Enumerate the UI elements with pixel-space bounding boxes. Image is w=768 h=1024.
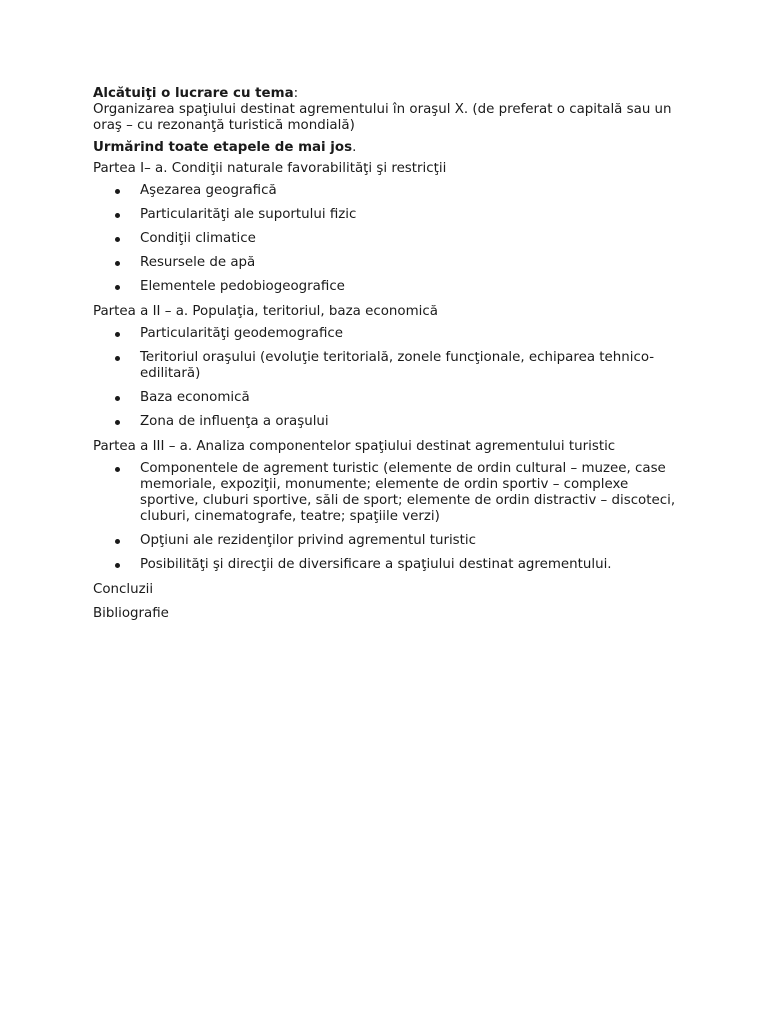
bullet-icon [115,467,120,472]
task-heading-label: Alcătuiţi o lucrare cu tema [93,86,294,101]
part-2-title: Partea a II – a. Populaţia, teritoriul, baza economică [93,304,438,319]
list-item-text: Resursele de apă [140,255,256,270]
list-item [93,350,683,382]
task-topic: Organizarea spaţiului destinat agrementului în oraşul X. (de preferat o capitală sau un oraş – cu rezonanţă turistică mondială) [93,102,672,133]
bibliography-heading: Bibliografie [93,606,169,621]
list-item-text: Particularităţi ale suportului fizic [140,207,357,222]
bullet-icon [115,213,120,218]
stages-instruction [93,140,683,156]
list-item [93,533,683,549]
stages-period: . [352,140,357,155]
list-item-text: Condiţii climatice [140,231,256,246]
list-item [93,255,683,271]
list-item-text: Componentele de agrement turistic (elemente de ordin cultural – muzee, case memoriale, expoziţii, monumente; elemente de ordin sportiv – complexe sportive, cluburi sportive, săli de sport; elemente de ordin distractiv – discoteci, cluburi, cinematografe, teatre; spaţiile verzi) [140,461,676,524]
bullet-icon [115,396,120,401]
list-item [93,279,683,295]
list-item-text: Elementele pedobiogeografice [140,279,345,294]
bullet-icon [115,563,120,568]
list-item-text: Opţiuni ale rezidenţilor privind agrementul turistic [140,533,476,548]
bullet-icon [115,420,120,425]
list-item [93,461,683,525]
list-item-text: Teritoriul oraşului (evoluţie teritorială, zonele funcţionale, echiparea tehnico-edilitară) [140,350,655,381]
bullet-icon [115,237,120,242]
part-1-list [93,183,683,295]
bullet-icon [115,261,120,266]
list-item-text: Baza economică [140,390,250,405]
task-heading-colon: : [293,86,299,101]
task-heading [93,86,683,102]
list-item [93,207,683,223]
part-2-list [93,326,683,430]
stages-label: Urmărind toate etapele de mai jos [93,140,353,155]
document-page [93,86,683,623]
list-item [93,557,683,573]
part-3-title: Partea a III – a. Analiza componentelor spaţiului destinat agrementului turistic [93,439,616,454]
conclusions-heading: Concluzii [93,582,154,597]
bullet-icon [115,189,120,194]
list-item-text: Particularităţi geodemografice [140,326,343,341]
list-item [93,390,683,406]
bullet-icon [115,356,120,361]
list-item [93,183,683,199]
bullet-icon [115,332,120,337]
list-item-text: Posibilităţi şi direcţii de diversificare a spaţiului destinat agrementului. [140,557,612,572]
part-3-list [93,461,683,573]
list-item [93,414,683,430]
list-item [93,326,683,342]
part-1-title: Partea I– a. Condiţii naturale favorabilităţi şi restricţii [93,161,447,176]
list-item-text: Aşezarea geografică [140,183,277,198]
bullet-icon [115,285,120,290]
list-item-text: Zona de influenţa a oraşului [140,414,329,429]
bullet-icon [115,539,120,544]
list-item [93,231,683,247]
